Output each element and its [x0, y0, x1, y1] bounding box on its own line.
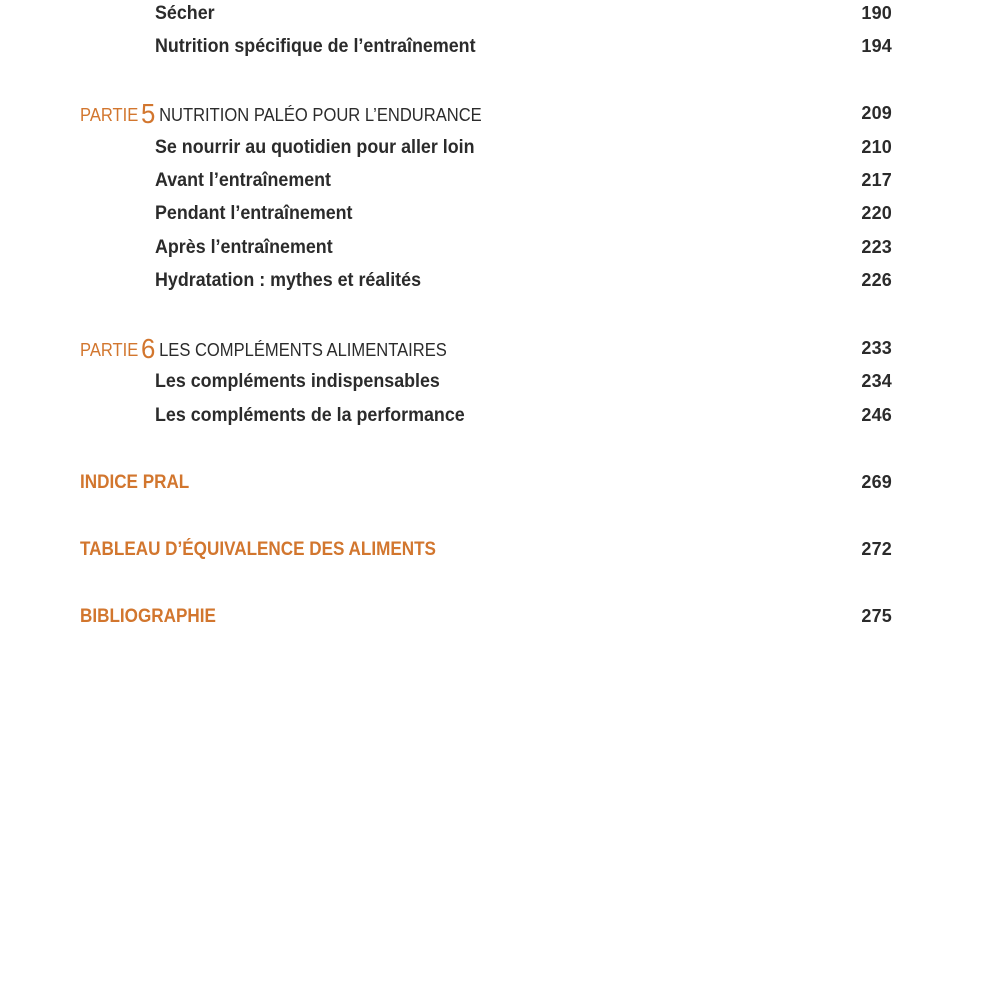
part-number: 5: [141, 98, 156, 129]
toc-section-bibliographie[interactable]: [0, 606, 1000, 636]
toc-entry-performance[interactable]: [0, 405, 1000, 435]
toc-page-number: 220: [861, 203, 892, 223]
toc-entry-label: Après l’entraînement: [155, 237, 333, 258]
toc-section-tableau[interactable]: [0, 539, 1000, 569]
toc-entry-label: Les compléments indispensables: [155, 371, 440, 392]
toc-page-number: 269: [861, 472, 892, 492]
toc-page-number: 210: [861, 137, 892, 157]
section-heading: TABLEAU D’ÉQUIVALENCE DES ALIMENTS: [80, 539, 436, 560]
toc-page-number: 190: [861, 3, 892, 23]
toc-page-number: 226: [861, 270, 892, 290]
toc-page-number: 272: [861, 539, 892, 559]
toc-page-number: 233: [861, 338, 892, 358]
toc-entry-pendant[interactable]: [0, 203, 1000, 233]
toc-page-number: 217: [861, 170, 892, 190]
toc-page-number: 275: [861, 606, 892, 626]
part-heading: [80, 98, 482, 129]
part-heading: [80, 333, 447, 364]
toc-entry-indispensables[interactable]: [0, 371, 1000, 401]
toc-entry-label: Sécher: [155, 3, 215, 24]
toc-entry-hydratation[interactable]: [0, 270, 1000, 300]
part-title: NUTRITION PALÉO POUR L’ENDURANCE: [159, 105, 482, 125]
toc-part-5[interactable]: [0, 98, 1000, 133]
toc-entry-se-nourrir[interactable]: [0, 137, 1000, 167]
toc-section-indice-pral[interactable]: [0, 472, 1000, 502]
part-prefix: PARTIE: [80, 105, 139, 125]
toc-entry-secher[interactable]: [0, 3, 1000, 33]
toc-entry-label: Se nourrir au quotidien pour aller loin: [155, 137, 475, 158]
part-number: 6: [141, 333, 156, 364]
section-heading: BIBLIOGRAPHIE: [80, 606, 216, 627]
section-heading: INDICE PRAL: [80, 472, 190, 493]
toc-page-number: 223: [861, 237, 892, 257]
part-title: LES COMPLÉMENTS ALIMENTAIRES: [159, 340, 447, 360]
toc-part-6[interactable]: [0, 333, 1000, 368]
toc-entry-label: Pendant l’entraînement: [155, 203, 353, 224]
toc-entry-avant[interactable]: [0, 170, 1000, 200]
toc-entry-label: Hydratation : mythes et réalités: [155, 270, 422, 291]
toc-entry-label: Avant l’entraînement: [155, 170, 332, 191]
toc-page-number: 246: [861, 405, 892, 425]
toc-entry-label: Nutrition spécifique de l’entraînement: [155, 36, 476, 57]
part-prefix: PARTIE: [80, 340, 139, 360]
toc-page-number: 234: [861, 371, 892, 391]
toc-entry-label: Les compléments de la performance: [155, 405, 465, 426]
toc-page-number: 209: [861, 103, 892, 123]
toc-entry-nutrition-specifique[interactable]: [0, 36, 1000, 66]
toc-page-number: 194: [861, 36, 892, 56]
toc-entry-apres[interactable]: [0, 237, 1000, 267]
